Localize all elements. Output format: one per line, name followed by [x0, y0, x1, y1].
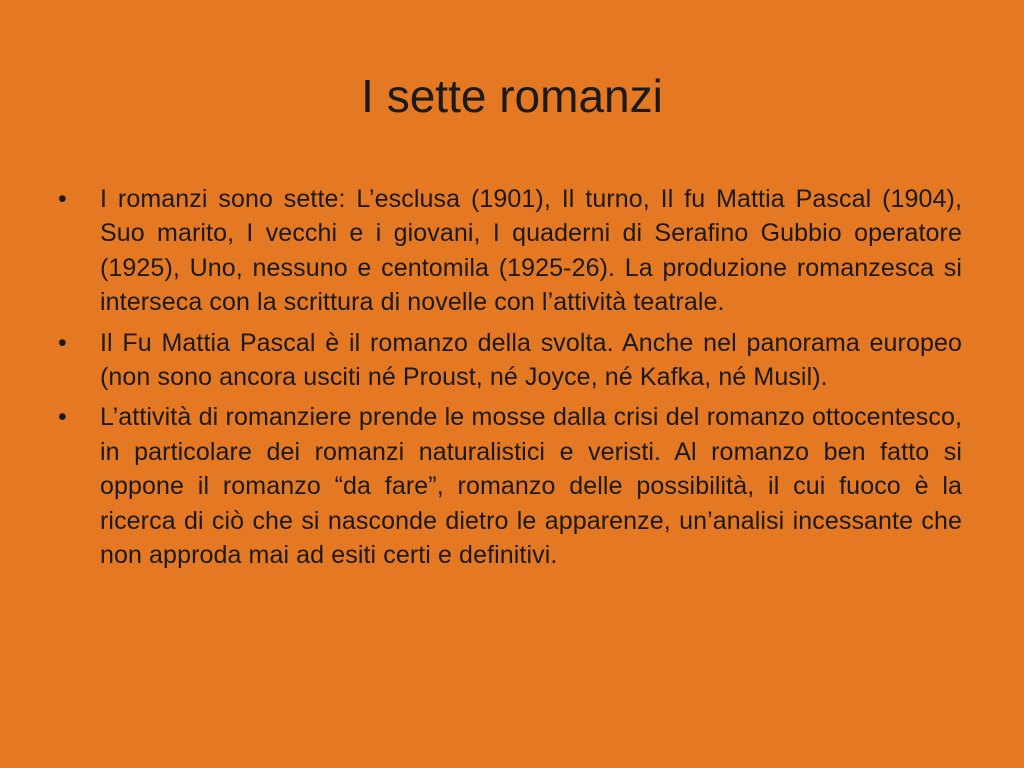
- bullet-text: I romanzi sono sette: L’esclusa (1901), Il turno, Il fu Mattia Pascal (1904), Suo marito, I vecchi e i giovani, I quaderni di Serafino Gubbio operatore (1925), Uno, nessuno e centomila (1925-26). La produzione romanzesca si interseca con la scrittura di novelle con l’attività teatrale.: [100, 185, 962, 317]
- bullet-icon: •: [58, 403, 67, 432]
- bullet-item: [54, 182, 962, 320]
- bullet-icon: •: [58, 185, 67, 213]
- bullet-item: [54, 326, 962, 395]
- bullet-text: L’attività di romanziere prende le mosse dalla crisi del romanzo ottocentesco, in particolare dei romanzi naturalistici e veristi. Al romanzo ben fatto si oppone il romanzo “da fare”, romanzo delle possibilità, il cui fuoco è la ricerca di ciò che si nasconde dietro le apparenze, un’analisi incessante che non approda mai ad esiti certi e definitivi.: [100, 403, 962, 570]
- slide-title: I sette romanzi: [361, 70, 663, 122]
- bullet-item: [54, 400, 962, 572]
- bullet-text: Il Fu Mattia Pascal è il romanzo della svolta. Anche nel panorama europeo (non sono ancora usciti né Proust, né Joyce, né Kafka, né Musil).: [100, 328, 962, 392]
- bullet-icon: •: [58, 328, 67, 357]
- bullet-list: [54, 182, 962, 578]
